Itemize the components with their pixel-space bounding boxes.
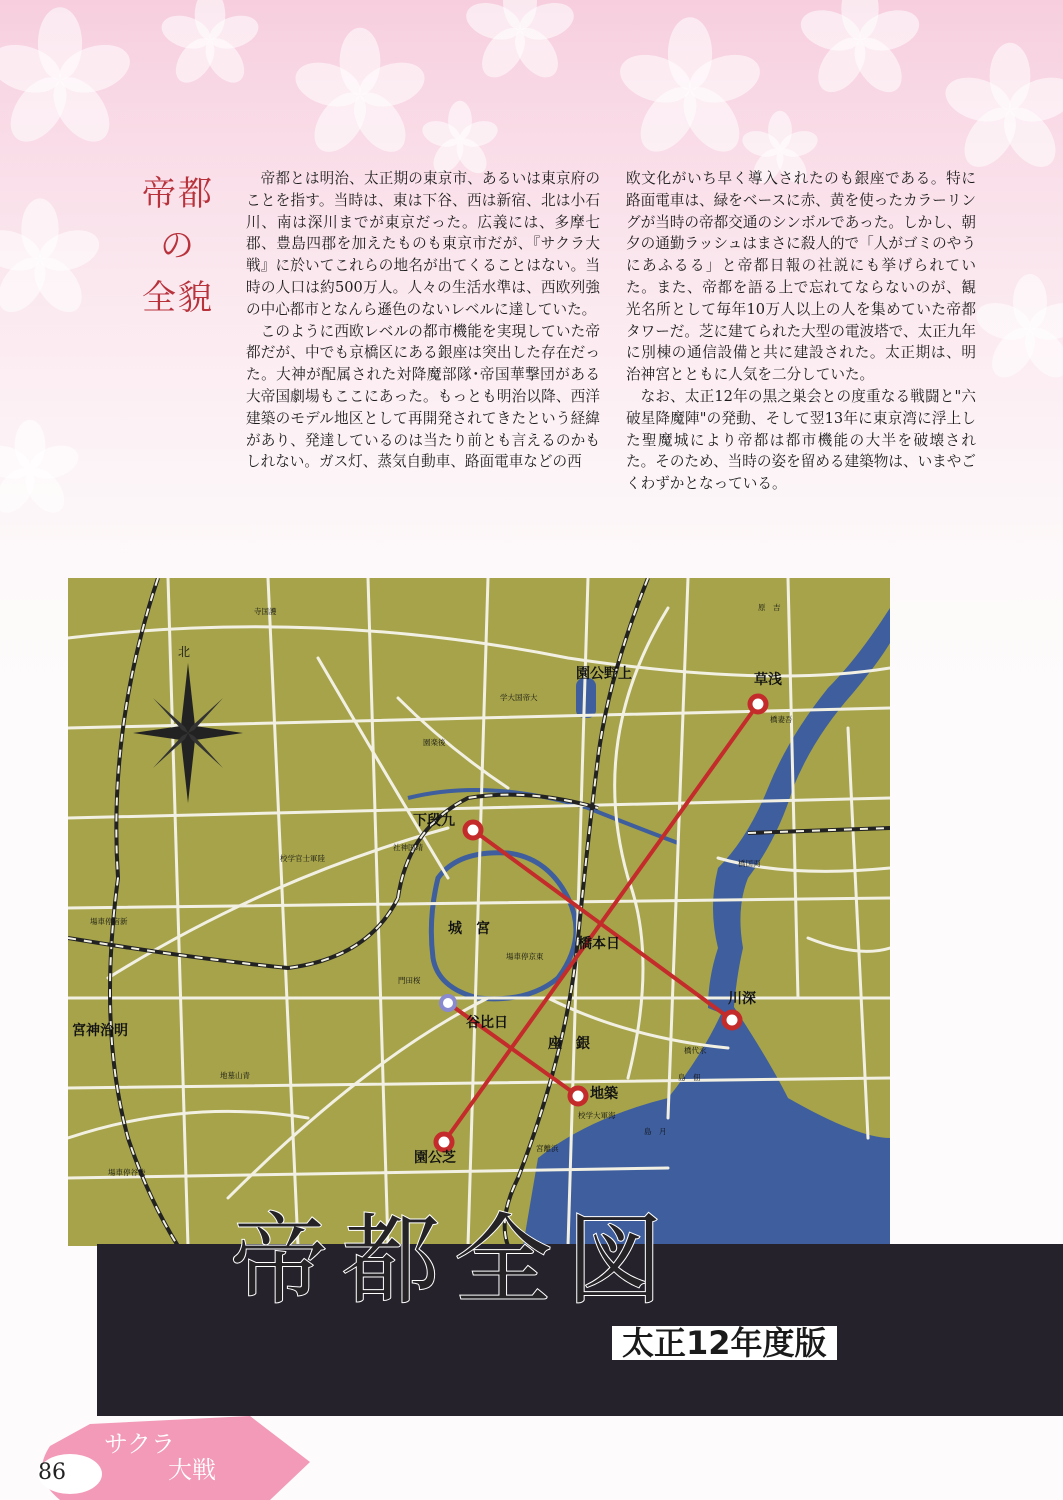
footer-ribbon-line-1: サクラ <box>104 1430 176 1458</box>
label-shikan: 校学官士軍陸 <box>280 854 325 863</box>
label-kudanshita: 下段九 <box>413 813 455 829</box>
label-tsukuda: 島 佃 <box>678 1073 701 1082</box>
label-sakuradamon: 門田桜 <box>398 976 421 985</box>
compass-north-label: 北 <box>178 645 191 659</box>
label-yasukuni: 社神国靖 <box>393 843 423 852</box>
label-yoshiwara: 原 吉 <box>758 603 781 612</box>
page-number: 86 <box>38 1460 66 1485</box>
article-paragraph: 帝都とは明治、太正期の東京市、あるいは東京府のことを指す。当時は、東は下谷、西は新宿、北は小石川、南は深川までが東京だった。広義には、多摩七郡、豊島四郡を加えたものも東京市だが、『サクラ大戦』に於いてこれらの地名が出てくることはない。当時の人口は約500万人。人々の生活水準は、西欧列強の中心都市となんら遜色のないレベルに達していた。 <box>246 170 600 318</box>
label-nihonbashi: 橋本日 <box>578 936 620 952</box>
label-tokyo-station: 場車停京東 <box>506 952 544 961</box>
article-paragraph: 欧文化がいち早く導入されたのも銀座である。特に路面電車は、緑をベースに赤、黄を使ったカラーリングが当時の帝都交通のシンボルであった。しかし、朝夕の通勤ラッシュはまさに殺人的で「人がゴミのやうにあふるる」と帝都日報の社説にも挙げられていた。また、帝都を語る上で忘れてならないのが、観光名所として毎年10万人以上の人を集めていた帝都タワーだ。芝に建てられた大型の電波塔で、太正九年に別棟の通信設備と共に建設された。太正期は、明治神宮とともに人気を二分していた。 <box>626 170 976 384</box>
label-kouraku: 園楽後 <box>423 738 446 747</box>
label-shinjuku: 場車停宿新 <box>90 917 128 926</box>
station-kudanshita <box>465 822 481 838</box>
label-asakusa: 草浅 <box>754 672 782 688</box>
label-meiji: 宮神治明 <box>72 1023 128 1039</box>
label-hamarikyu: 宮離浜 <box>536 1144 559 1153</box>
heading-line-1: 帝都 <box>142 174 214 214</box>
label-university: 学大国帝大 <box>500 693 538 702</box>
label-fukagawa: 川深 <box>728 991 756 1007</box>
section-heading <box>118 168 238 324</box>
station-asakusa <box>750 696 766 712</box>
station-palace <box>441 996 455 1010</box>
map-subtitle: 太正12年度版 <box>612 1326 837 1360</box>
label-aoyama: 地墓山青 <box>220 1071 250 1080</box>
label-azumabashi: 橋妻吾 <box>770 715 793 724</box>
heading-line-3: 全貌 <box>142 278 214 318</box>
station-shiba <box>436 1134 452 1150</box>
label-ryogoku: 橋国両 <box>738 859 761 868</box>
article-paragraph: このように西欧レベルの都市機能を実現していた帝都だが、中でも京橋区にある銀座は突出した存在だった。大神が配属された対降魔部隊･帝国華撃団がある大帝国劇場もここにあった。もっとも明治以降、西洋建築のモデル地区として再開発されてきたという経緯があり、発達しているのは当たり前とも言えるのかもしれない。ガス灯、蒸気自動車、路面電車などの西 <box>246 322 600 471</box>
label-gokokuji: 寺国護 <box>254 607 277 616</box>
label-tsukiji: 地築 <box>590 1086 618 1102</box>
heading-line-2: の <box>160 226 196 266</box>
article-paragraph: なお、太正12年の黒之巣会との度重なる戦闘と"六破星降魔陣"の発動、そして翌13年に東京湾に浮上した聖魔城により帝都は都市機能の大半を破壊された。そのため、当時の姿を留める建築物は、いまやごくわずかとなっている。 <box>626 387 976 493</box>
label-hibiya: 谷比日 <box>466 1015 508 1031</box>
label-kyujo: 城 宮 <box>448 921 490 937</box>
label-ueno: 園公野上 <box>576 666 632 682</box>
station-tsukiji <box>570 1088 586 1104</box>
label-tsukishima: 島 月 <box>644 1127 667 1136</box>
footer-ribbon-line-2: 大戦 <box>168 1456 216 1484</box>
station-fukagawa <box>724 1012 740 1028</box>
label-ginza: 座 銀 <box>548 1036 590 1052</box>
article-column-2 <box>626 168 976 495</box>
label-shibuya: 場車停谷渋 <box>108 1168 146 1177</box>
map-title: 帝都全図 <box>230 1204 679 1318</box>
label-kaigun: 校学大軍海 <box>578 1111 616 1120</box>
article-column-1 <box>246 168 600 473</box>
label-shiba: 園公芝 <box>414 1150 456 1166</box>
city-map <box>68 578 890 1246</box>
label-eitai: 橋代永 <box>684 1046 707 1055</box>
